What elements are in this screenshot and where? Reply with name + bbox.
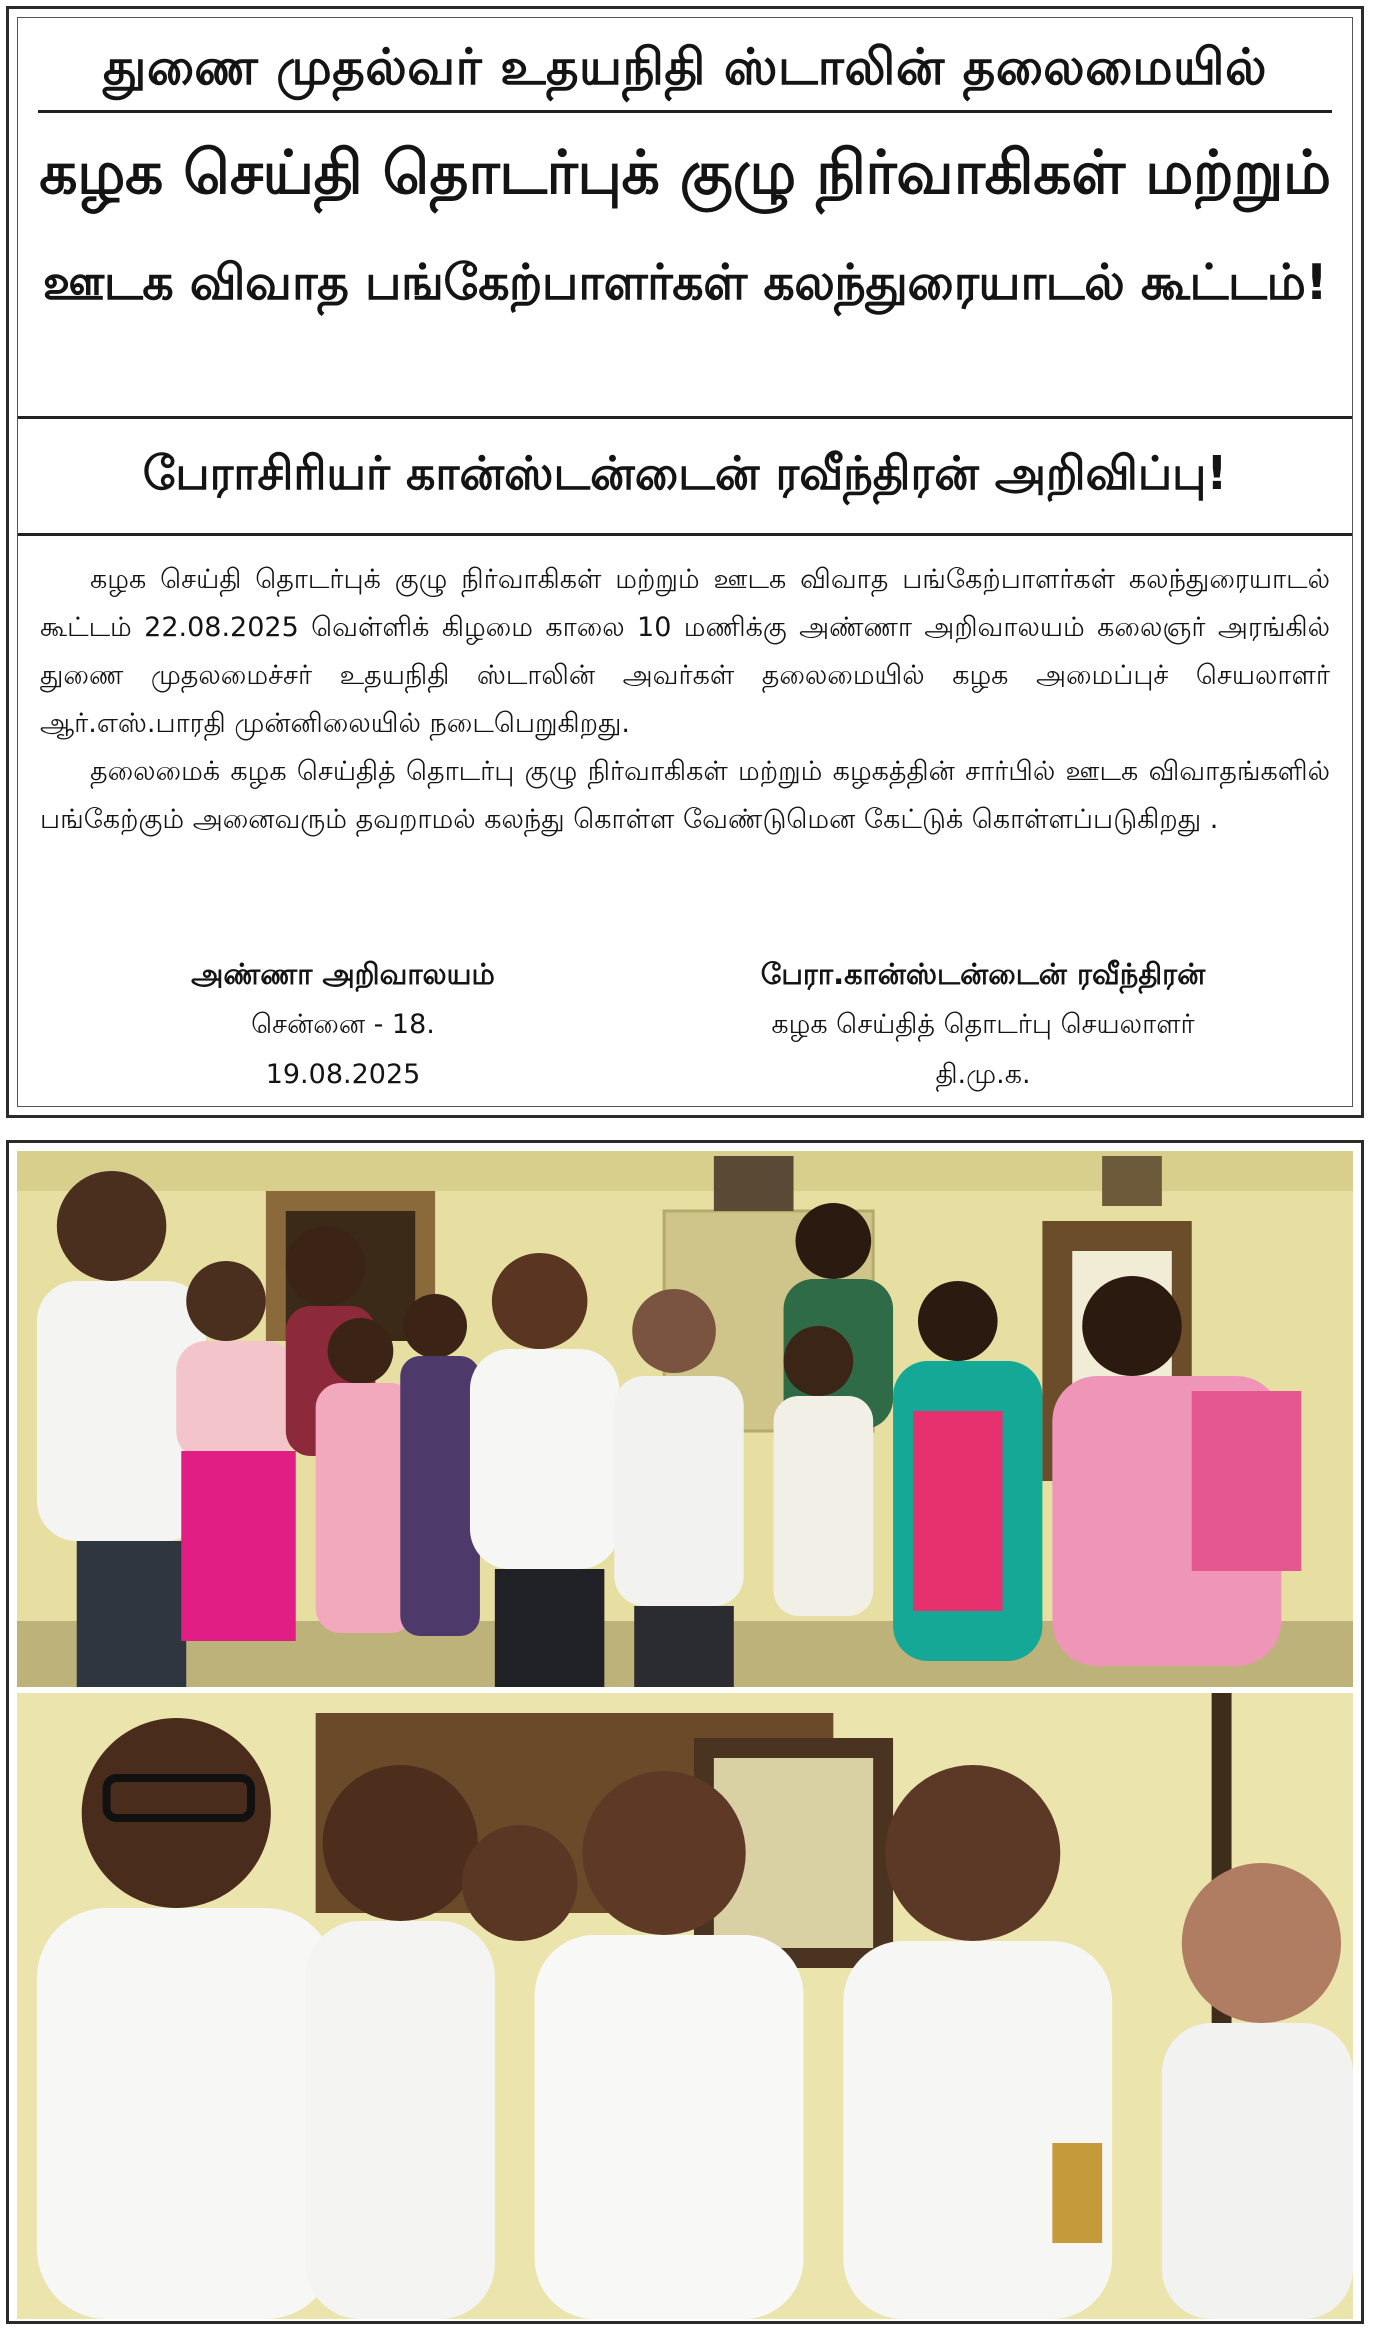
press-notice-inner-border: [17, 17, 1353, 1107]
notice-date: 19.08.2025: [265, 1059, 421, 1090]
main-headline-line-2: ஊடக விவாத பங்கேற்பாளர்கள் கலந்துரையாடல் கூட்டம்!: [42, 254, 1328, 311]
signatory-name: பேரா.கான்ஸ்டன்டைன் ரவீந்திரன்: [760, 957, 1206, 991]
leaders-group-illustration: [17, 1693, 1353, 2319]
subhead-bottom-divider: [18, 533, 1352, 536]
subheadline: பேராசிரியர் கான்ஸ்டன்டைன் ரவீந்திரன் அறிவிப்பு!: [142, 446, 1228, 500]
main-headline-line-1: கழக செய்தி தொடர்புக் குழு நிர்வாகிகள் மற்றும்: [39, 138, 1331, 208]
signature-block-right: [658, 948, 1308, 1100]
group-photo-leaders: [17, 1693, 1353, 2319]
notice-paragraph-1: கழக செய்தி தொடர்புக் குழு நிர்வாகிகள் மற்றும் ஊடக விவாத பங்கேற்பாளர்கள் கலந்துரையாடல் கூட்டம் 22.08.2025 வெள்ளிக் கிழமை காலை 10 மணிக்கு அண்ணா அறிவாலயம் கலைஞர் அரங்கில் துணை முதலமைச்சர் உதயநிதி ஸ்டாலின் அவர்கள் தலைமையில் கழக அமைப்புச் செயலாளர் ஆர்.எஸ்.பாரதி முன்னிலையில் நடைபெறுகிறது.: [40, 564, 1330, 739]
notice-paragraph-2: தலைமைக் கழக செய்தித் தொடர்பு குழு நிர்வாகிகள் மற்றும் கழகத்தின் சார்பில் ஊடக விவாதங்களில் பங்கேற்கும் அனைவரும் தவறாமல் கலந்து கொள்ள வேண்டுமென கேட்டுக் கொள்ளப்படுகிறது .: [40, 756, 1330, 835]
kicker-headline: துணை முதல்வர் உதயநிதி ஸ்டாலின் தலைமையில்: [103, 38, 1267, 96]
group-photo-family: [17, 1151, 1353, 1687]
photo-frame: [6, 1140, 1364, 2324]
family-group-illustration: [17, 1151, 1353, 1687]
signatory-role: கழக செய்தித் தொடர்பு செயலாளர்: [771, 1009, 1195, 1040]
press-notice: [6, 6, 1364, 1118]
notice-body: [40, 556, 1330, 844]
subhead-top-divider: [18, 416, 1352, 419]
kicker-divider: [38, 110, 1332, 113]
office-city: சென்னை - 18.: [251, 1009, 435, 1040]
office-name: அண்ணா அறிவாலயம்: [191, 957, 495, 991]
signatory-party: தி.மு.க.: [935, 1059, 1031, 1090]
signature-block-left: [128, 948, 558, 1100]
